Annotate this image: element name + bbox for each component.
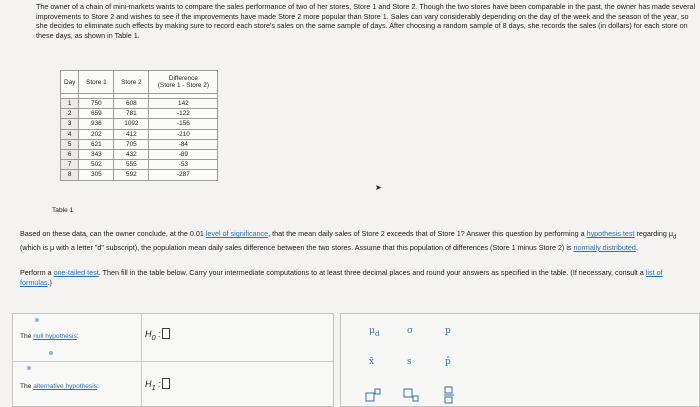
cell-diff: 142: [149, 99, 218, 109]
cell-store1: 750: [79, 99, 114, 109]
cell-diff: -84: [149, 139, 218, 149]
question-text-1: Based on these data, can the owner conclude, at the 0.01: [20, 229, 206, 238]
hypothesis-test-link[interactable]: hypothesis test: [586, 229, 635, 238]
table-row: [61, 139, 218, 149]
fraction-icon[interactable]: [443, 386, 455, 404]
p-button[interactable]: p: [445, 326, 451, 336]
cell-day: 7: [61, 160, 79, 170]
intro-paragraph: The owner of a chain of mini-markets wants to compare the sales performance of two of her stores, Store 1 and Store 2. Though the two stores have been comparable in the past, the owner has made several improvements to Store 2 and wishes to see if the improvements have made Store 2 more popular than Store 1. Sales can vary considerably depending on the day of the week and the season of the year, so she decides to eliminate such effects by making sure to record each store's sales on the same sample of days. After choosing a random sample of 8 days, she records the sales (in dollars) for each store on these days, as shown in Table 1.: [36, 2, 696, 40]
cell-day: 3: [61, 119, 79, 129]
cell-store2: 412: [114, 129, 149, 139]
mu-d-button[interactable]: [369, 326, 380, 338]
instructions-text-2: . Then fill in the table below. Carry your intermediate computations to at least three decimal places and round your answers as specified in the table. (If necessary, consult a: [98, 268, 646, 277]
table-row: [61, 170, 218, 180]
cell-day: 6: [61, 149, 79, 159]
cell-day: 5: [61, 139, 79, 149]
cell-store1: 936: [79, 119, 114, 129]
instructions-text-3: .): [47, 277, 52, 287]
cell-store1: 502: [79, 160, 114, 170]
cell-diff: -287: [149, 170, 218, 180]
h-symbol: H: [145, 329, 152, 339]
colon: :: [158, 329, 161, 339]
cell-store1: 305: [79, 170, 114, 180]
cell-store2: 608: [114, 99, 149, 109]
decorative-dot: [27, 366, 31, 370]
decorative-dot: [49, 351, 53, 355]
cell-store1: 621: [79, 139, 114, 149]
question-text-2: , that the mean daily sales of Store 2 exceeds that of Store 1? Answer this question by performing a: [268, 229, 587, 238]
cell-day: 4: [61, 129, 79, 139]
decorative-dot: [35, 318, 39, 322]
answer-table-divider: [141, 314, 142, 406]
header-difference: [149, 71, 218, 94]
header-store1: Store 1: [79, 71, 114, 94]
cell-store2: 781: [114, 109, 149, 119]
cell-diff: -89: [149, 149, 218, 159]
symbol-palette: [340, 313, 700, 407]
answer-table: [12, 313, 334, 407]
instructions-paragraph: [20, 268, 692, 287]
alternative-hypothesis-link[interactable]: alternative hypothesis: [33, 383, 97, 390]
cell-day: 8: [61, 170, 79, 180]
cell-diff: -210: [149, 129, 218, 139]
p-hat-button[interactable]: p̂: [445, 357, 451, 367]
question-text-3: regarding μ: [634, 229, 674, 238]
cell-store1: 343: [79, 149, 114, 159]
header-diff-line2: (Store 1 - Store 2): [157, 82, 209, 89]
header-diff-line1: Difference: [168, 75, 198, 82]
mu-d-subscript: d: [673, 234, 677, 241]
header-store2: Store 2: [114, 71, 149, 94]
alternative-hypothesis-input[interactable]: [145, 378, 170, 392]
alternative-hypothesis-answer-box[interactable]: [162, 378, 170, 389]
one-tailed-test-link[interactable]: one-tailed test: [53, 268, 99, 277]
normally-distributed-link[interactable]: normally distributed: [573, 242, 636, 252]
cell-store2: 555: [114, 160, 149, 170]
null-hypothesis-label: [20, 333, 79, 340]
x-bar-button[interactable]: x̄: [369, 357, 375, 367]
mu-symbol: μ: [369, 326, 375, 336]
list-of-formulas-link[interactable]: list of formulas: [20, 268, 663, 287]
colon: :: [158, 379, 161, 389]
question-text-4: (which is μ with a letter "d" subscript), the population mean daily sales difference between the two stores. Assume that this population of differences (Store 1 minus Store 2) is: [20, 242, 574, 252]
header-day: Day: [61, 71, 79, 94]
sales-data-table: [60, 70, 218, 181]
null-hypothesis-answer-box[interactable]: [162, 328, 170, 339]
instructions-text-1: Perform a: [20, 268, 54, 277]
table-row: [61, 160, 218, 170]
mu-sub: d: [374, 328, 380, 338]
table-row: [61, 109, 218, 119]
alt-label-prefix: The: [20, 383, 34, 390]
sigma-button[interactable]: σ: [407, 326, 414, 336]
cell-store2: 432: [114, 149, 149, 159]
cell-diff: -122: [149, 109, 218, 119]
cell-store2: 592: [114, 170, 149, 180]
h-subscript: 0: [151, 332, 156, 342]
cell-store1: 202: [79, 129, 114, 139]
superscript-box-icon[interactable]: [365, 388, 381, 402]
null-hypothesis-link[interactable]: null hypothesis: [33, 333, 77, 340]
table-row: [61, 149, 218, 159]
cell-diff: -156: [149, 119, 218, 129]
table-caption: Table 1: [52, 207, 74, 214]
table-row: [61, 129, 218, 139]
cell-store2: 705: [114, 139, 149, 149]
cell-diff: -53: [149, 160, 218, 170]
question-text-5: .: [635, 242, 638, 252]
null-label-prefix: The: [20, 333, 34, 340]
alternative-hypothesis-label: [20, 383, 99, 390]
level-of-significance-link[interactable]: level of significance: [205, 229, 269, 238]
cell-day: 2: [61, 109, 79, 119]
answer-table-row-divider: [13, 361, 333, 362]
table-row: [61, 119, 218, 129]
null-hypothesis-input[interactable]: [145, 328, 170, 342]
cell-store1: 659: [79, 109, 114, 119]
subscript-box-icon[interactable]: [403, 388, 419, 402]
h-subscript: 1: [151, 382, 156, 392]
mouse-cursor-icon: ➤: [375, 183, 382, 192]
s-button[interactable]: s: [407, 357, 412, 367]
alt-label-suffix: :: [96, 383, 99, 390]
table-row: [61, 99, 218, 109]
question-paragraph: [20, 229, 692, 252]
cell-store2: 1092: [114, 119, 149, 129]
h-symbol: H: [145, 379, 152, 389]
cell-day: 1: [61, 99, 79, 109]
null-label-suffix: :: [76, 333, 79, 340]
